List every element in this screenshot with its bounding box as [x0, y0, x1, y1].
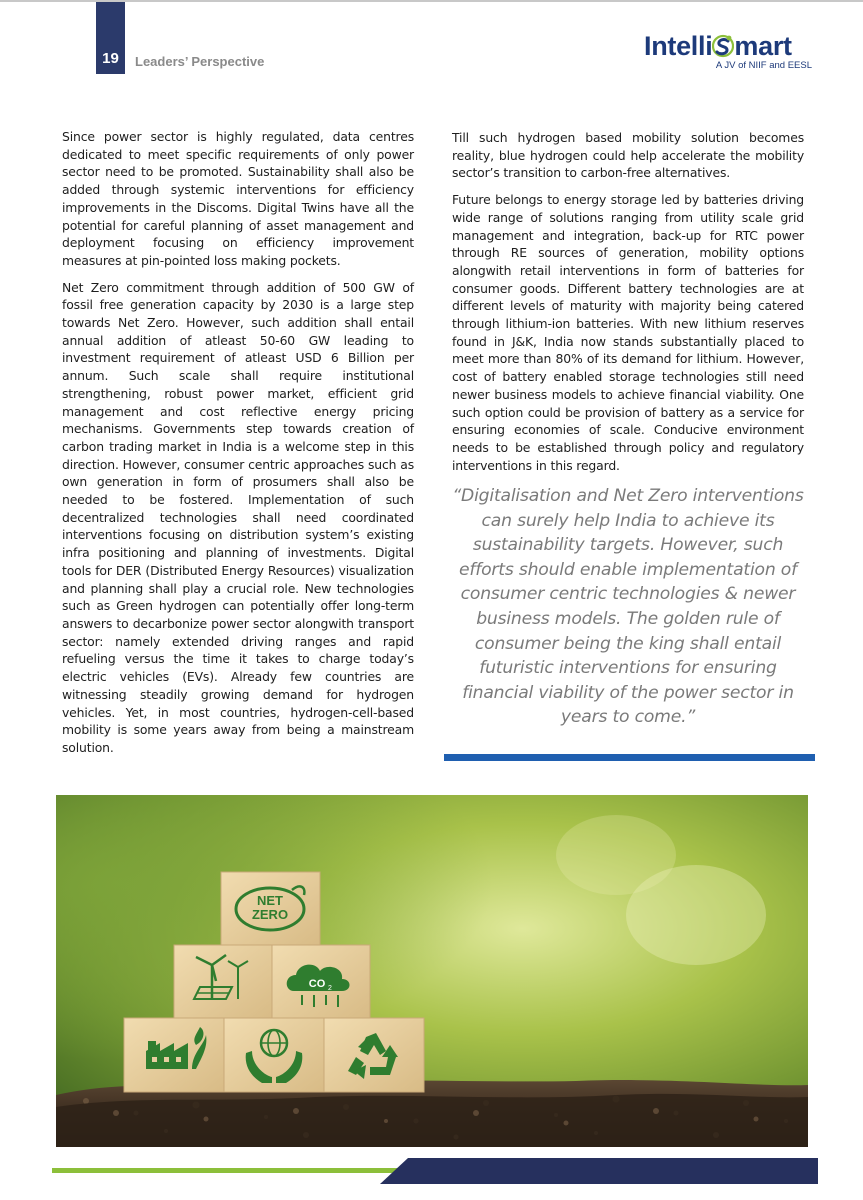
page-number-tab [96, 2, 125, 74]
pull-quote-rule [444, 754, 815, 761]
pull-quote: “Digitalisation and Net Zero interventions can surely help India to achieve its sustainability targets. However, such efforts should enable implementation of consumer centric technologies & newer business models. The golden rule of consumer being the king shall entail futuristic interventions for ensuring financial viability of the power sector in years to come.” [452, 486, 804, 728]
co2-subscript: 2 [328, 985, 332, 992]
section-title: Leaders’ Perspective [135, 54, 265, 69]
net-zero-line1: NET [257, 893, 283, 908]
footer-green-bar [52, 1168, 402, 1173]
co2-text: CO [308, 978, 326, 990]
net-zero-blocks-image [56, 795, 808, 1147]
logo-name-part1: Intelli [644, 31, 713, 61]
intellismart-logo [644, 32, 814, 82]
right-column [452, 129, 804, 483]
net-zero-line2: ZERO [251, 907, 289, 922]
logo-name-part2: mart [734, 31, 792, 61]
logo-wordmark [644, 32, 814, 60]
left-column [62, 128, 414, 766]
right-paragraph-1: Till such hydrogen based mobility solution becomes reality, blue hydrogen could help accelerate the mobility sector’s transition to carbon-free alternatives. [452, 130, 804, 181]
left-paragraph-2: Net Zero commitment through addition of 500 GW of fossil free generation capacity by 2030 is a large step towards Net Zero. However, such addition shall entail annual addition of atleast 50-60 GW leading to investment requirement of atleast USD 6 Billion per annum. Such scale shall require institutional strengthening, robust power market, efficient grid management and cost reflective energy pricing mechanisms. Governments step towards creation of carbon trading market in India is a welcome step in this direction. However, consumer centric approaches such as own generation in form of prosumers shall also be needed to be fostered. Implementation of such decentralized technologies shall need coordinated interventions focusing on distribution system’s existing infra positioning and planning of investments. Digital tools for DER (Distributed Energy Resources) visualization and planning shall play a crucial role. New technologies such as Green hydrogen can potentially offer long-term answers to decarbonize power sector alongwith transport sector: namely extended driving ranges and rapid refueling versus the time it takes to charge today’s electric vehicles (EVs). Already few countries are witnessing steadily growing demand for hydrogen vehicles. Yet, in most countries, hydrogen-cell-based mobility is some years away from being a mainstream solution. [62, 279, 414, 755]
left-paragraph-1: Since power sector is highly regulated, data centres dedicated to meet specific requirements of only power sector need to be promoted. Sustainability shall also be added through systemic interventions for efficiency improvements in the Discoms. Digital Twins have all the potential for careful planning of asset management and deployment focusing on efficiency improvement measures at pin-pointed loss making pockets. [62, 129, 414, 268]
footer-navy-bar [380, 1158, 818, 1184]
logo-tagline: A JV of NIIF and EESL [715, 60, 812, 71]
right-paragraph-2: Future belongs to energy storage led by batteries driving wide range of solutions ranging from utility scale grid management and integration, back-up for RTC power through RE sources of generation, mobility options alongwith retail interventions in form of batteries for consumer goods. Different battery technologies are at different levels of maturity with majority being catered through lithium-ion batteries. With new lithium reserves found in J&K, India now stands substantially placed to meet more than 80% of its demand for lithium. However, cost of battery enabled storage technologies still need newer business models to achieve financial viability. One such option could be provision of battery as a service for ensuring economies of scale. Conducive environment needs to be established through policy and regulatory interventions in this regard. [452, 192, 804, 473]
net-zero-illustration [56, 795, 808, 1147]
logo-s-mark-icon [712, 34, 734, 58]
page-top-border [0, 0, 863, 2]
page-number: 19 [102, 50, 119, 67]
